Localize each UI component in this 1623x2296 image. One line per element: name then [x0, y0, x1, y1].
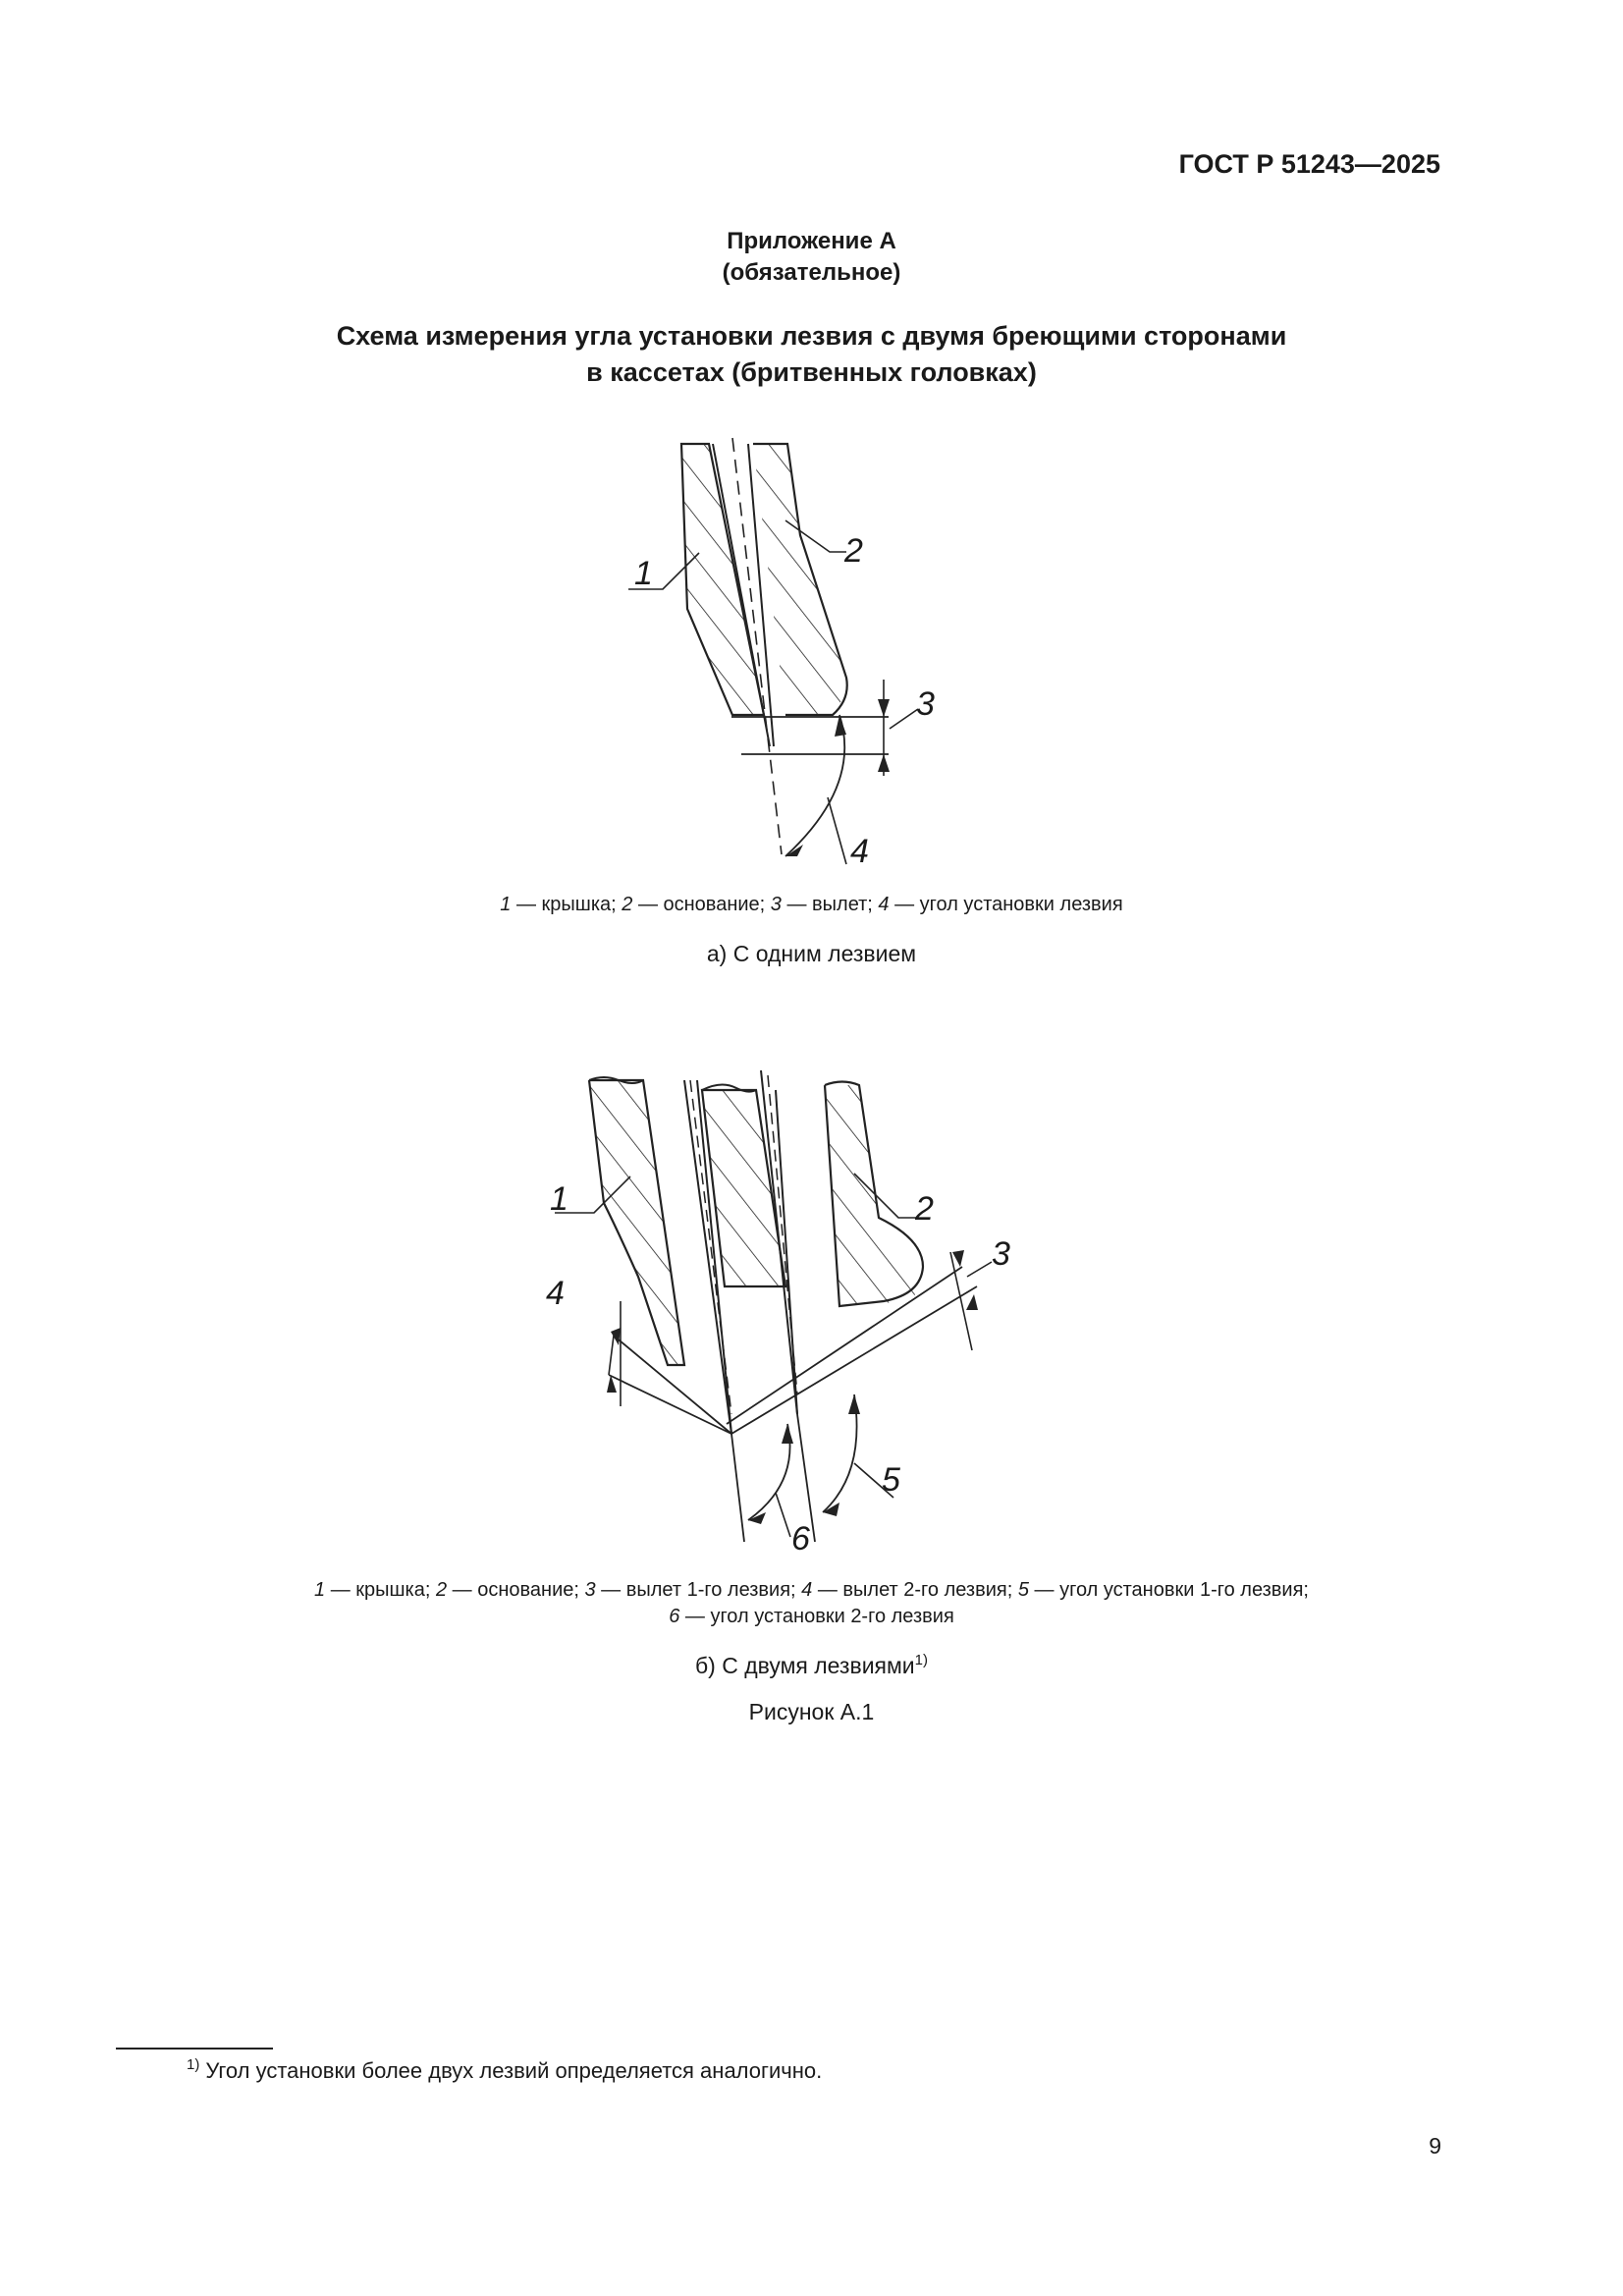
- figure-a-svg: [589, 422, 1001, 884]
- footnote-marker: 1): [187, 2056, 200, 2073]
- figure-title: Рисунок А.1: [748, 1699, 875, 1724]
- scheme-title: [0, 318, 1623, 391]
- footnote: [187, 2056, 822, 2084]
- figure-b-drawing: [530, 1056, 1041, 1571]
- figure-b-legend: [0, 1577, 1623, 1630]
- figure-b-caption: б) С двумя лезвиями$^{1)}$: [694, 1652, 929, 1678]
- label-5: 5: [882, 1461, 900, 1499]
- scheme-title-line-1: Схема измерения угла установки лезвия с двумя бреющими сторонами: [336, 321, 1287, 351]
- figure-a-drawing: [589, 422, 1001, 884]
- figure-b-svg: [530, 1056, 1041, 1571]
- label-3: 3: [992, 1235, 1010, 1273]
- figure-a-legend: 1 — крышка; 2 — основание; 3 — вылет; 4 — угол установки лезвия: [500, 894, 1123, 915]
- footnote-text: Угол установки более двух лезвий определяется аналогично.: [205, 2058, 823, 2083]
- label-6: 6: [791, 1520, 810, 1558]
- label-3: 3: [916, 685, 935, 723]
- document-code: ГОСТ Р 51243—2025: [1178, 149, 1440, 179]
- cover-part: [589, 1077, 684, 1365]
- footnote-reference: 1): [914, 1652, 929, 1668]
- appendix-title: Приложение А: [727, 228, 896, 254]
- label-4: 4: [546, 1275, 565, 1312]
- figure-a-caption: а) С одним лезвием: [706, 941, 917, 966]
- appendix-status: (обязательное): [722, 259, 901, 286]
- footnote-divider: [116, 2048, 273, 2050]
- label-1: 1: [634, 555, 653, 592]
- page-number: 9: [1429, 2133, 1441, 2159]
- label-2: 2: [844, 532, 863, 570]
- angle-arcs: [748, 1394, 893, 1537]
- scheme-title-line-2: в кассетах (бритвенных головках): [586, 357, 1037, 387]
- label-1: 1: [550, 1180, 568, 1218]
- figure-b-legend-line-1: 1 — крышка; 2 — основание; 3 — вылет 1-го лезвия; 4 — вылет 2-го лезвия; 5 — угол установки 1-го лезвия;: [314, 1579, 1309, 1601]
- figure-b-legend-line-2: 6 — угол установки 2-го лезвия: [669, 1606, 954, 1627]
- angle-arc: [785, 715, 846, 864]
- appendix-heading: [0, 226, 1623, 289]
- label-4: 4: [850, 833, 869, 870]
- label-2: 2: [915, 1190, 934, 1228]
